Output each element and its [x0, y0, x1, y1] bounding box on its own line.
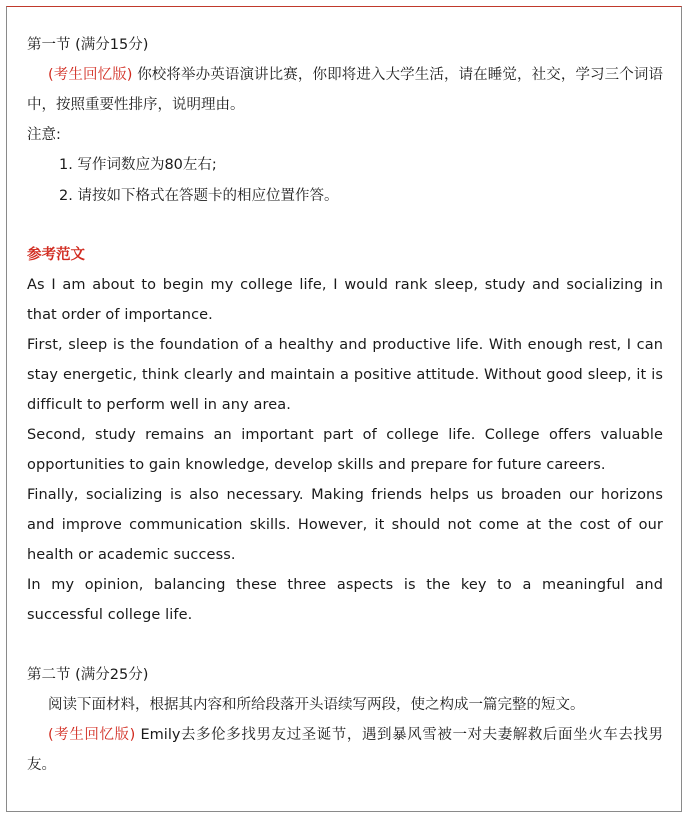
note-item-2: 2. 请按如下格式在答题卡的相应位置作答。 — [59, 188, 339, 204]
sample-paragraph-2: First, sleep is the foundation of a healthy and productive life. With enough rest, I can stay energetic, think clearly and maintain a positive attitude. Without good sleep, it is difficult to perform well in any area. — [27, 337, 663, 413]
section1-heading: 第一节 (满分15分) — [27, 37, 149, 53]
section2-instruction: 阅读下面材料，根据其内容和所给段落开头语续写两段，使之构成一篇完整的短文。 — [48, 697, 585, 713]
section2-prompt-text: Emily去多伦多找男友过圣诞节，遇到暴风雪被一对夫妻解救后面坐火车去找男友。 — [27, 727, 663, 773]
section1-recall-tag: (考生回忆版) — [48, 67, 133, 83]
sample-paragraph-5: In my opinion, balancing these three aspects is the key to a meaningful and successful college life. — [27, 577, 663, 623]
note-label: 注意: — [27, 127, 61, 143]
sample-paragraph-4: Finally, socializing is also necessary. Making friends helps us broaden our horizons and improve communication skills. However, it should not come at the cost of our health or academic success. — [27, 487, 663, 563]
section2-prompt — [27, 720, 663, 780]
note-item-1: 1. 写作词数应为80左右; — [59, 157, 217, 173]
section2-recall-tag: (考生回忆版) — [48, 727, 136, 743]
section1-prompt-text: 你校将举办英语演讲比赛，你即将进入大学生活，请在睡觉，社交，学习三个词语中，按照重要性排序，说明理由。 — [27, 67, 663, 113]
sample-paragraph-1: As I am about to begin my college life, I would rank sleep, study and socializing in that order of importance. — [27, 277, 663, 323]
section1-prompt — [27, 60, 663, 120]
document-content — [27, 30, 663, 780]
section2-heading: 第二节 (满分25分) — [27, 667, 149, 683]
sample-paragraph-3: Second, study remains an important part of college life. College offers valuable opportunities to gain knowledge, develop skills and prepare for future careers. — [27, 427, 663, 473]
sample-heading: 参考范文 — [27, 247, 85, 263]
